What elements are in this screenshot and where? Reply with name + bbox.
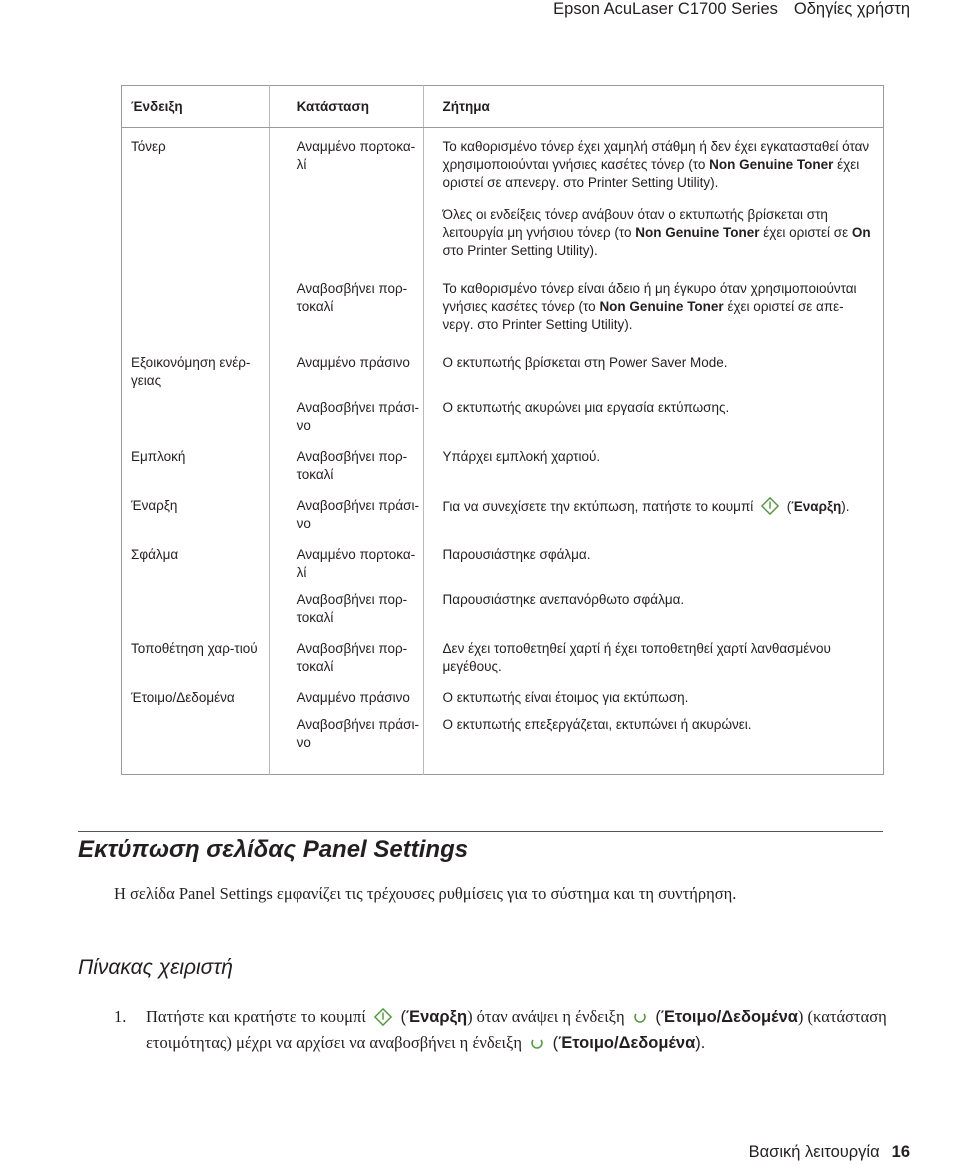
indicator-cell: [121, 393, 287, 438]
situation-cell: Ο εκτυπωτής επεξεργάζεται, εκτυπώνει ή ακυρώνει.: [442, 717, 752, 732]
table-header-row: [121, 85, 884, 128]
section-rule: [78, 831, 883, 832]
col-header-state: Κατάσταση: [287, 85, 433, 128]
situation-cell: Ο εκτυπωτής βρίσκεται στη Power Saver Mode.: [442, 355, 728, 370]
page-number: 16: [891, 1143, 910, 1161]
col-header-indicator: Ένδειξη: [121, 85, 287, 128]
ready-power-icon: [633, 1010, 647, 1024]
indicator-cell: Τοποθέτηση χαρ-τιού: [131, 641, 258, 656]
state-cell: Αναμμένο πορτοκα-λί: [296, 139, 416, 172]
table-row: [121, 277, 884, 351]
indicator-cell: Έναρξη: [131, 498, 178, 513]
situation-cell: Υπάρχει εμπλοκή χαρτιού.: [442, 449, 601, 464]
state-cell: Αναβοσβήνει πράσι-νο: [296, 400, 419, 433]
state-cell: Αναβοσβήνει πράσι-νο: [296, 498, 419, 531]
table-row: [121, 438, 884, 487]
state-cell: Αναβοσβήνει πράσι-νο: [296, 717, 419, 750]
page-header: [553, 0, 910, 19]
step-item: [114, 1004, 894, 1056]
section-intro: Η σελίδα Panel Settings εμφανίζει τις τρέχουσες ρυθμίσεις για το σύστημα και τη συντήρηση.: [114, 884, 737, 903]
situation-cell: Ο εκτυπωτής είναι έτοιμος για εκτύπωση.: [442, 690, 689, 705]
status-table: [121, 85, 884, 766]
situation-cell: Παρουσιάστηκε ανεπανόρθωτο σφάλμα.: [442, 592, 685, 607]
table-row: [121, 128, 884, 278]
indicator-cell: [121, 710, 287, 766]
indicator-cell: Εξοικονόμηση ενέρ-γειας: [131, 355, 251, 388]
indicator-cell: [121, 277, 287, 351]
table-row: [121, 679, 884, 710]
state-cell: Αναμμένο πορτοκα-λί: [296, 547, 416, 580]
state-cell: Αναβοσβήνει πορ-τοκαλί: [296, 449, 408, 482]
situation-cell: Το καθορισμένο τόνερ είναι άδειο ή μη έγκυρο όταν χρησιμοποιούνται γνήσιες κασέτες τόνερ (το Non Genuine Toner έχει οριστεί σε απε-νεργ. στο Printer Setting Utility).: [442, 281, 857, 332]
state-cell: Αναβοσβήνει πορ-τοκαλί: [296, 281, 408, 314]
guide-name: Οδηγίες χρήστη: [793, 0, 910, 18]
situation-cell: Για να συνεχίσετε την εκτύπωση, πατήστε το κουμπί (Έναρξη).: [442, 499, 850, 514]
state-cell: Αναβοσβήνει πορ-τοκαλί: [296, 592, 408, 625]
indicator-cell: Τόνερ: [131, 139, 166, 154]
table-row: [121, 351, 884, 393]
state-cell: Αναβοσβήνει πορ-τοκαλί: [296, 641, 408, 674]
ready-power-icon: [530, 1036, 544, 1050]
table-row: [121, 585, 884, 630]
indicator-cell: Έτοιμο/Δεδομένα: [131, 690, 235, 705]
table-row: [121, 536, 884, 585]
table-row: [121, 630, 884, 679]
footer-section: Βασική λειτουργία: [748, 1143, 880, 1161]
col-header-situation: Ζήτημα: [433, 85, 884, 128]
indicator-cell: Εμπλοκή: [131, 449, 186, 464]
situation-cell: Το καθορισμένο τόνερ έχει χαμηλή στάθμη ή δεν έχει εγκατασταθεί όταν χρησιμοποιούνται γνήσιες κασέτες τόνερ (το Non Genuine Toner έχει οριστεί σε απενεργ. στο Printer Setting Utility). Όλες οι ενδείξεις τόνερ ανάβουν όταν ο εκτυπωτής βρίσκεται στη λειτουργία μη γνήσιου τόνερ (το Non Genuine Toner έχει οριστεί σε On στο Printer Setting Utility).: [442, 139, 871, 258]
start-diamond-icon: [761, 497, 779, 515]
step-text: Πατήστε και κρατήστε το κουμπί (Έναρξη) όταν ανάψει η ένδειξη (Έτοιμο/Δεδομένα) (κατάσταση ετοιμότητας) μέχρι να αρχίσει να αναβοσβήνει η ένδειξη (Έτοιμο/Δεδομένα).: [146, 1007, 887, 1052]
start-diamond-icon: [374, 1008, 392, 1026]
step-number: 1.: [114, 1007, 127, 1026]
table-row: [121, 487, 884, 536]
product-name: Epson AcuLaser C1700 Series: [553, 0, 778, 18]
page-footer: [749, 1143, 910, 1162]
section-title: Εκτύπωση σελίδας Panel Settings: [78, 836, 469, 863]
indicator-cell: [121, 585, 287, 630]
situation-cell: Δεν έχει τοποθετηθεί χαρτί ή έχει τοποθετηθεί χαρτί λανθασμένου μεγέθους.: [442, 641, 831, 674]
table-row: [121, 710, 884, 766]
indicator-cell: Σφάλμα: [131, 547, 179, 562]
table-row: [121, 393, 884, 438]
situation-cell: Ο εκτυπωτής ακυρώνει μια εργασία εκτύπωσης.: [442, 400, 730, 415]
state-cell: Αναμμένο πράσινο: [296, 690, 410, 705]
subsection-title: Πίνακας χειριστή: [78, 956, 233, 979]
state-cell: Αναμμένο πράσινο: [296, 355, 410, 370]
situation-cell: Παρουσιάστηκε σφάλμα.: [442, 547, 591, 562]
